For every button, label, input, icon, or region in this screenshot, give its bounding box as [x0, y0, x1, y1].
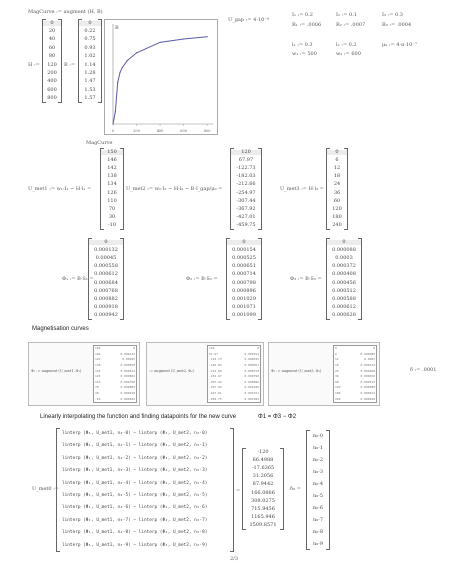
- x-tick-label: 400: [156, 129, 164, 133]
- aug-table-cell: 70: [95, 385, 99, 390]
- aug-table-cell: 0.000088: [360, 351, 375, 356]
- matrix-cell: 20: [48, 28, 56, 35]
- aug-table-cell: 30: [95, 391, 99, 396]
- matrix-cell: 24: [333, 181, 341, 188]
- aug-table-cell: 24: [335, 368, 339, 373]
- aug-table-cell: 0.000408: [360, 368, 375, 373]
- matrix-cell: 0.000714: [232, 271, 256, 278]
- aug-table-row: [208, 347, 260, 350]
- aug-table-row: [94, 347, 136, 350]
- matrix-cell: 0.000942: [94, 312, 118, 319]
- aug-table-cell: 0: [257, 346, 259, 351]
- data-point: [119, 72, 120, 73]
- matrix-cell: -212.66: [236, 181, 256, 188]
- n-vector-cell: n₀·5: [313, 492, 323, 499]
- i3-param: I₃ := 0.3: [382, 12, 403, 18]
- x-tick-label: 600: [180, 129, 187, 133]
- phi3-formula: Φ₃ := B·S₃ =: [290, 276, 322, 282]
- aug-table-row: [208, 392, 260, 395]
- aug-table-cell: -182.03: [209, 363, 222, 368]
- matrix-cell: -10: [107, 222, 117, 229]
- linterp-row: linterp (Φ₁, U_met1, n₀·2) − linterp (Φ₂, U_met2, n₀·2): [62, 455, 208, 461]
- aug-table-row: [208, 370, 260, 373]
- n-vector-cell: n₀·1: [313, 444, 323, 451]
- aug-table-row: [208, 364, 260, 367]
- matrix-cell: 200: [47, 70, 57, 77]
- aug-table-cell: 240: [335, 396, 341, 401]
- matrix-cell: 134: [107, 181, 117, 188]
- aug-table-cell: -122.73: [209, 357, 222, 362]
- linterp-row: linterp (Φ₁, U_met1, n₀·5) − linterp (Φ₂, U_met2, n₀·5): [62, 492, 208, 498]
- matrix-cell: 60: [48, 44, 56, 51]
- l2-param: l₂ := 0.2: [336, 42, 357, 48]
- matrix-cell: 400: [47, 78, 57, 85]
- data-point: [136, 52, 137, 53]
- umet3-matrix: [326, 148, 348, 230]
- aug-table-cell: 0.001029: [244, 385, 259, 390]
- aug-panel-3: [268, 342, 380, 406]
- linterp-row: linterp (Φ₁, U_met1, n₀·9) − linterp (Φ₂, U_met2, n₀·9): [62, 542, 208, 548]
- matrix-cell: -122.73: [236, 164, 256, 171]
- aug-table-cell: 0.000525: [244, 357, 259, 362]
- aug-table-row: [334, 381, 376, 384]
- aug-table-cell: 0.00045: [122, 357, 135, 362]
- aug1-table: [93, 345, 137, 403]
- phi1-matrix: [88, 238, 124, 320]
- aug-table-cell: 0: [373, 346, 375, 351]
- aug-table-row: [94, 386, 136, 389]
- phi2-matrix: [226, 238, 262, 320]
- aug-table-cell: 120: [209, 346, 215, 351]
- data-point: [117, 82, 118, 83]
- r2-param: R₂ := .0007: [336, 22, 366, 28]
- phi1-formula: Φ₁ := B·S₁ =: [62, 276, 94, 282]
- matrix-cell: 0.000372: [332, 263, 356, 270]
- result-matrix: [242, 448, 284, 530]
- aug-table-cell: 0.000512: [360, 379, 375, 384]
- aug-table-cell: 138: [95, 363, 101, 368]
- matrix-cell: 36: [333, 189, 341, 196]
- aug-table-cell: -367.92: [209, 385, 222, 390]
- matrix-cell: 0.000154: [232, 246, 256, 253]
- n-vector-cell: n₀·6: [313, 504, 323, 511]
- aug-panel-1: [28, 342, 140, 406]
- matrix-cell: 0: [89, 240, 123, 245]
- ugap-param: U_gap := 4·10⁻⁴: [228, 17, 269, 23]
- matrix-cell: 0.000612: [332, 304, 356, 311]
- aug-table-row: [334, 370, 376, 373]
- aug-table-cell: 0.000942: [120, 396, 135, 401]
- matrix-cell: 1509.8571: [249, 522, 277, 529]
- page-number: 2/3: [230, 556, 239, 562]
- matrix-cell: 0: [327, 150, 347, 155]
- matrix-cell: 715.9456: [251, 505, 275, 512]
- w2-param: w₂ := 600: [336, 51, 361, 57]
- aug-table-cell: 126: [95, 374, 101, 379]
- r1-param: R₁ := .0006: [292, 22, 322, 28]
- aug-table-row: [94, 392, 136, 395]
- matrix-cell: 240: [332, 222, 342, 229]
- n-vector-cell: n₀·0: [313, 432, 323, 439]
- aug-table-cell: 142: [95, 357, 101, 362]
- aug-table-cell: 0.001071: [244, 391, 259, 396]
- matrix-cell: 12: [333, 164, 341, 171]
- matrix-cell: -307.44: [236, 197, 256, 204]
- data-point: [183, 38, 184, 39]
- bh-curve-plot: [104, 19, 218, 135]
- n-vector-cell: n₀·4: [313, 480, 323, 487]
- matrix-cell: 0.000798: [232, 279, 256, 286]
- matrix-cell: 120: [47, 61, 57, 68]
- matrix-cell: 0.000768: [94, 287, 118, 294]
- matrix-cell: 1.57: [84, 95, 96, 102]
- matrix-cell: 0.000088: [332, 246, 356, 253]
- aug-table-row: [334, 347, 376, 350]
- matrix-cell: -17.6365: [251, 464, 275, 471]
- matrix-cell: 0.00045: [95, 254, 117, 261]
- aug-table-row: [208, 386, 260, 389]
- umet2-formula: U_met2 := w₂·I₂ − H·l₂ − B·l_gap/μ₀ =: [126, 186, 223, 192]
- aug-table-cell: 36: [335, 374, 339, 379]
- aug-table-row: [208, 353, 260, 356]
- matrix-cell: 150: [101, 150, 123, 155]
- matrix-cell: 60: [333, 197, 341, 204]
- phi3-matrix: [326, 238, 362, 320]
- aug3-formula: Φ₃ := augment (U_met3, Φ₃): [271, 369, 322, 373]
- linterp-matrix: [56, 428, 234, 552]
- aug-table-row: [94, 381, 136, 384]
- equals-sign: =: [236, 488, 241, 494]
- matrix-cell: 66.4988: [252, 456, 274, 463]
- matrix-cell: 0.0003: [335, 254, 353, 261]
- aug-table-row: [208, 358, 260, 361]
- matrix-cell: 180: [332, 214, 342, 221]
- aug-table-cell: 0.000612: [360, 391, 375, 396]
- matrix-cell: 0.000651: [232, 263, 256, 270]
- matrix-cell: 0.000918: [94, 304, 118, 311]
- linterp-row: linterp (Φ₁, U_met1, n₀·4) − linterp (Φ₂, U_met2, n₀·4): [62, 480, 208, 486]
- b-matrix: [78, 19, 102, 103]
- n-vector-cell: n₀·7: [313, 516, 323, 523]
- aug1-formula: Φ₁ := augment (U_met1, Φ₁): [31, 369, 82, 373]
- matrix-cell: -120: [257, 448, 269, 455]
- aug-table-cell: -427.01: [209, 391, 222, 396]
- aug3-table: [333, 345, 377, 403]
- aug-table-cell: 6: [335, 351, 337, 356]
- linterp-row: linterp (Φ₁, U_met1, n₀·7) − linterp (Φ₂, U_met2, n₀·7): [62, 517, 208, 523]
- matrix-cell: -182.03: [236, 173, 256, 180]
- aug-table-cell: 0.000768: [120, 379, 135, 384]
- matrix-cell: 0.000512: [332, 287, 356, 294]
- aug-table-cell: -307.44: [209, 379, 222, 384]
- umet-matrix: [230, 148, 262, 230]
- aug-table-cell: 18: [335, 363, 339, 368]
- x-tick-label: 800: [203, 129, 211, 133]
- x-tick-label: 0: [111, 129, 115, 133]
- data-point: [127, 60, 128, 61]
- h-label: H :=: [28, 62, 40, 68]
- header-augment-text: MagCurve := augment (H, B): [28, 9, 103, 15]
- matrix-cell: -427.01: [236, 214, 256, 221]
- magnetisation-heading: Magnetisation curves: [32, 326, 89, 332]
- matrix-cell: 0.75: [84, 36, 96, 43]
- aug-table-row: [94, 398, 136, 401]
- aug-table-row: [334, 386, 376, 389]
- aug-table-cell: 146: [95, 351, 101, 356]
- matrix-cell: 87.9442: [252, 481, 274, 488]
- matrix-cell: 138: [107, 173, 117, 180]
- aug-table-cell: 0.000154: [244, 351, 259, 356]
- matrix-cell: 0.001099: [232, 312, 256, 319]
- aug-table-row: [334, 375, 376, 378]
- matrix-cell: 126: [107, 189, 117, 196]
- linear-heading: Linearly interpolating the function and finding datapoints for the new curve: [40, 414, 237, 420]
- matrix-cell: 120: [332, 205, 342, 212]
- bh-curve-line: [113, 37, 207, 124]
- aug-table-cell: 0.000612: [120, 368, 135, 373]
- mu0-param: μ₀ := 4·π·10⁻⁷: [382, 42, 417, 48]
- aug-table-cell: 0.000456: [360, 374, 375, 379]
- data-point: [159, 42, 160, 43]
- matrix-cell: 0.000525: [232, 254, 256, 261]
- aug-table-cell: 0.000588: [360, 385, 375, 390]
- aug-table-cell: 0.000628: [360, 396, 375, 401]
- matrix-cell: 308.0275: [251, 497, 275, 504]
- umet1-formula: U_met1 := w₁·I₁ − H·l₁ =: [28, 186, 92, 192]
- matrix-cell: 1.28: [84, 70, 96, 77]
- aug-table-cell: 0.000684: [120, 374, 135, 379]
- matrix-cell: 0.001029: [232, 295, 256, 302]
- aug-table-cell: 0.000651: [244, 363, 259, 368]
- aug-table-cell: 134: [95, 368, 101, 373]
- matrix-cell: 120: [231, 150, 261, 155]
- aug-table-cell: 0: [335, 346, 337, 351]
- matrix-cell: 70: [108, 205, 116, 212]
- n-vector-cell: n₀·8: [313, 528, 323, 535]
- aug-table-row: [94, 375, 136, 378]
- matrix-cell: 166.0866: [251, 489, 275, 496]
- data-point: [115, 111, 116, 112]
- umet3-formula: U_met3 := H·l₃ =: [280, 186, 324, 192]
- data-point: [122, 67, 123, 68]
- linterp-row: linterp (Φ₁, U_met1, n₀·3) − linterp (Φ₂, U_met2, n₀·3): [62, 468, 208, 474]
- matrix-cell: 0.22: [84, 28, 96, 35]
- r3-param: R₃ := .0004: [382, 22, 412, 28]
- aug-table-cell: 0.000558: [120, 363, 135, 368]
- phi-relation: Φ1 = Φ3 − Φ2: [258, 414, 297, 420]
- matrix-cell: -459.75: [236, 222, 256, 229]
- matrix-cell: 0.000684: [94, 279, 118, 286]
- aug-table-row: [334, 392, 376, 395]
- matrix-cell: -367.92: [236, 205, 256, 212]
- matrix-cell: 0: [227, 240, 261, 245]
- aug-table-cell: 0.000714: [244, 368, 259, 373]
- aug-table-cell: 150: [95, 346, 101, 351]
- aug-table-row: [334, 398, 376, 401]
- umet0-label: U_met0 :=: [32, 486, 60, 492]
- linterp-row: linterp (Φ₁, U_met1, n₀·1) − linterp (Φ₂, U_met2, n₀·1): [62, 443, 208, 449]
- data-point: [112, 123, 113, 124]
- matrix-cell: 110: [107, 197, 117, 204]
- matrix-cell: 1.53: [84, 86, 96, 93]
- aug-panel-2: [146, 342, 264, 406]
- matrix-cell: 0.000882: [94, 295, 118, 302]
- b-label: B :=: [64, 62, 76, 68]
- matrix-cell: 0.000132: [94, 246, 118, 253]
- n-vector-cell: n₀·2: [313, 456, 323, 463]
- n-vector-cell: n₀·3: [313, 468, 323, 475]
- matrix-cell: -254.97: [236, 189, 256, 196]
- aug-table-cell: 0: [133, 346, 135, 351]
- matrix-cell: 1.14: [84, 61, 96, 68]
- h-matrix: [42, 19, 62, 103]
- matrix-cell: 0.001071: [232, 304, 256, 311]
- aug-table-cell: 0.001099: [244, 396, 259, 401]
- matrix-cell: 0.000612: [94, 271, 118, 278]
- aug-table-row: [94, 358, 136, 361]
- aug-table-row: [208, 398, 260, 401]
- delta-param: δ := .0001: [410, 367, 437, 373]
- aug-table-cell: 0.0003: [364, 357, 375, 362]
- matrix-cell: 146: [107, 156, 117, 163]
- aug-table-row: [94, 364, 136, 367]
- aug-table-cell: 60: [335, 379, 339, 384]
- aug-table-row: [334, 358, 376, 361]
- matrix-cell: 600: [47, 86, 57, 93]
- data-point: [207, 36, 208, 37]
- aug-table-row: [94, 353, 136, 356]
- aug-table-cell: 67.97: [209, 351, 219, 356]
- matrix-cell: 6: [335, 156, 339, 163]
- matrix-cell: 0: [79, 21, 101, 26]
- matrix-cell: 0.000408: [332, 271, 356, 278]
- matrix-cell: 800: [47, 95, 57, 102]
- matrix-cell: 142: [107, 164, 117, 171]
- aug-table-row: [208, 375, 260, 378]
- aug-table-row: [94, 370, 136, 373]
- magcurve-label: MagCurve: [86, 140, 113, 146]
- n-vector: [306, 430, 330, 550]
- w1-param: w₁ := 500: [292, 51, 317, 57]
- aug-table-cell: -10: [95, 396, 101, 401]
- i2-param: I₂ := 0.1: [336, 12, 357, 18]
- matrix-cell: 0.000896: [232, 287, 256, 294]
- matrix-cell: 1.02: [84, 53, 96, 60]
- aug-table-cell: -212.66: [209, 368, 222, 373]
- linterp-row: linterp (Φ₁, U_met1, n₀·0) − linterp (Φ₂, U_met2, n₀·0): [62, 430, 208, 436]
- matrix-cell: 1165.946: [251, 514, 275, 521]
- matrix-cell: 0: [43, 21, 61, 26]
- aug-table-cell: 110: [95, 379, 101, 384]
- matrix-cell: 18: [333, 173, 341, 180]
- matrix-cell: 0.000456: [332, 279, 356, 286]
- aug-table-row: [208, 381, 260, 384]
- linterp-row: linterp (Φ₁, U_met1, n₀·6) − linterp (Φ₂, U_met2, n₀·6): [62, 505, 208, 511]
- i1-param: I₁ := 0.2: [292, 12, 313, 18]
- aug-table-cell: 0.000798: [244, 374, 259, 379]
- aug-table-cell: 0.000918: [120, 391, 135, 396]
- matrix-cell: 0.000588: [332, 295, 356, 302]
- aug-table-cell: 12: [335, 357, 339, 362]
- aug2-table: [207, 345, 261, 403]
- n-vector-cell: n₀·9: [313, 540, 323, 547]
- aug-table-cell: 180: [335, 391, 341, 396]
- aug-table-row: [334, 353, 376, 356]
- bh-curve-chart: [105, 20, 217, 134]
- matrix-cell: 67.97: [238, 156, 254, 163]
- aug-table-cell: 0.000372: [360, 363, 375, 368]
- phi2-formula: Φ₂ := B·S₂ =: [186, 276, 218, 282]
- matrix-cell: 1.47: [84, 78, 96, 85]
- aug-table-cell: 0.000896: [244, 379, 259, 384]
- matrix-cell: 80: [48, 53, 56, 60]
- matrix-cell: 0.000558: [94, 263, 118, 270]
- matrix-cell: 31.2056: [252, 473, 274, 480]
- l1-param: l₁ := 0.3: [292, 42, 313, 48]
- aug-table-cell: -254.97: [209, 374, 222, 379]
- delta-vector-label: δ₀ =: [290, 486, 301, 492]
- matrix-cell: 40: [48, 36, 56, 43]
- aug-table-cell: -459.75: [209, 396, 222, 401]
- linterp-row: linterp (Φ₁, U_met1, n₀·8) − linterp (Φ₂, U_met2, n₀·8): [62, 530, 208, 536]
- matrix-cell: 30: [108, 214, 116, 221]
- matrix-cell: 0.93: [84, 44, 96, 51]
- aug-table-row: [334, 364, 376, 367]
- aug2-formula: := augment (U_met2, Φ₂): [149, 369, 194, 373]
- matrix-cell: 0: [327, 240, 361, 245]
- matrix-cell: 0.000628: [332, 312, 356, 319]
- aug-table-cell: 0.000882: [120, 385, 135, 390]
- magcurve-h-matrix: [100, 148, 124, 230]
- aug-table-cell: 0.000132: [120, 351, 135, 356]
- y-axis-label: B: [115, 25, 119, 31]
- aug-table-cell: 120: [335, 385, 341, 390]
- x-tick-label: 200: [133, 129, 140, 133]
